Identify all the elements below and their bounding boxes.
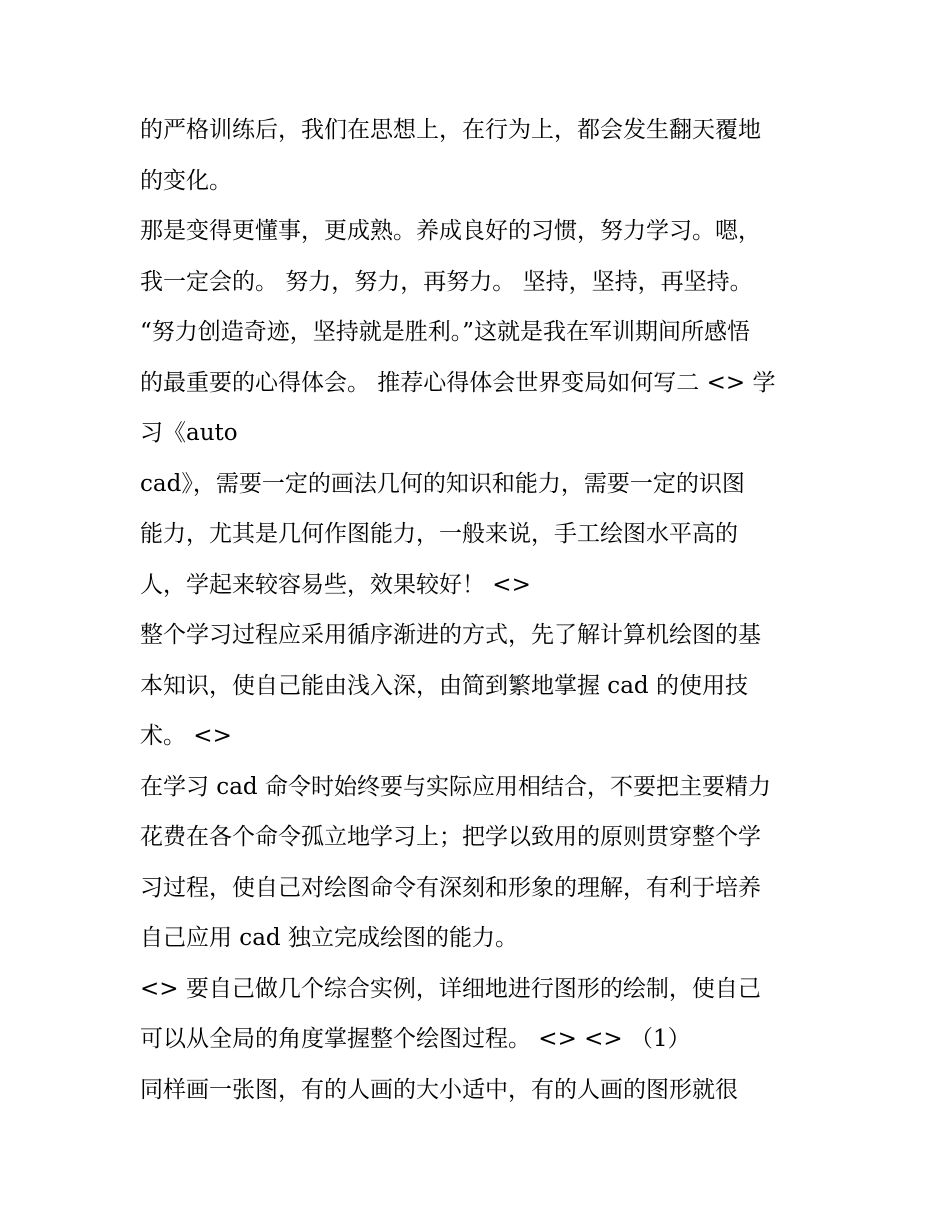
text-line: 可以从全局的角度掌握整个绘图过程。 <> <> （1） xyxy=(140,1026,691,1052)
text-line: 的变化。 xyxy=(140,167,232,194)
text-line: <> 要自己做几个综合实例，详细地进行图形的绘制，使自己 xyxy=(140,975,761,1002)
text-line: 习《auto xyxy=(140,420,238,446)
text-line: 术。 <> xyxy=(140,723,232,749)
text-line: 人，学起来较容易些，效果较好！ <> xyxy=(140,571,531,598)
text-line: 整个学习过程应采用循序渐进的方式，先了解计算机绘图的基 xyxy=(140,622,761,648)
body-text xyxy=(140,105,820,1115)
text-line: “努力创造奇迹，坚持就是胜利。”这就是我在军训期间所感悟 xyxy=(140,319,751,345)
text-line: 的最重要的心得体会。 推荐心得体会世界变局如何写二 <> 学 xyxy=(140,369,776,396)
text-line: 的严格训练后，我们在思想上，在行为上，都会发生翻天覆地 xyxy=(140,117,761,143)
text-line: 自己应用 cad 独立完成绘图的能力。 xyxy=(140,925,518,951)
text-line: 本知识，使自己能由浅入深，由简到繁地掌握 cad 的使用技 xyxy=(140,672,748,699)
text-line: 能力，尤其是几何作图能力，一般来说，手工绘图水平高的 xyxy=(140,521,738,547)
text-line: cad》，需要一定的画法几何的知识和能力，需要一定的识图 xyxy=(140,470,745,497)
text-line: 我一定会的。 努力，努力，再努力。 坚持，坚持，再坚持。 xyxy=(140,268,753,295)
text-line: 同样画一张图，有的人画的大小适中，有的人画的图形就很 xyxy=(140,1076,738,1103)
text-line: 那是变得更懂事，更成熟。养成良好的习惯，努力学习。嗯， xyxy=(140,218,761,244)
text-line: 花费在各个命令孤立地学习上；把学以致用的原则贯穿整个学 xyxy=(140,824,761,850)
text-line: 在学习 cad 命令时始终要与实际应用相结合，不要把主要精力 xyxy=(140,773,771,800)
text-line: 习过程，使自己对绘图命令有深刻和形象的理解，有利于培养 xyxy=(140,874,761,901)
